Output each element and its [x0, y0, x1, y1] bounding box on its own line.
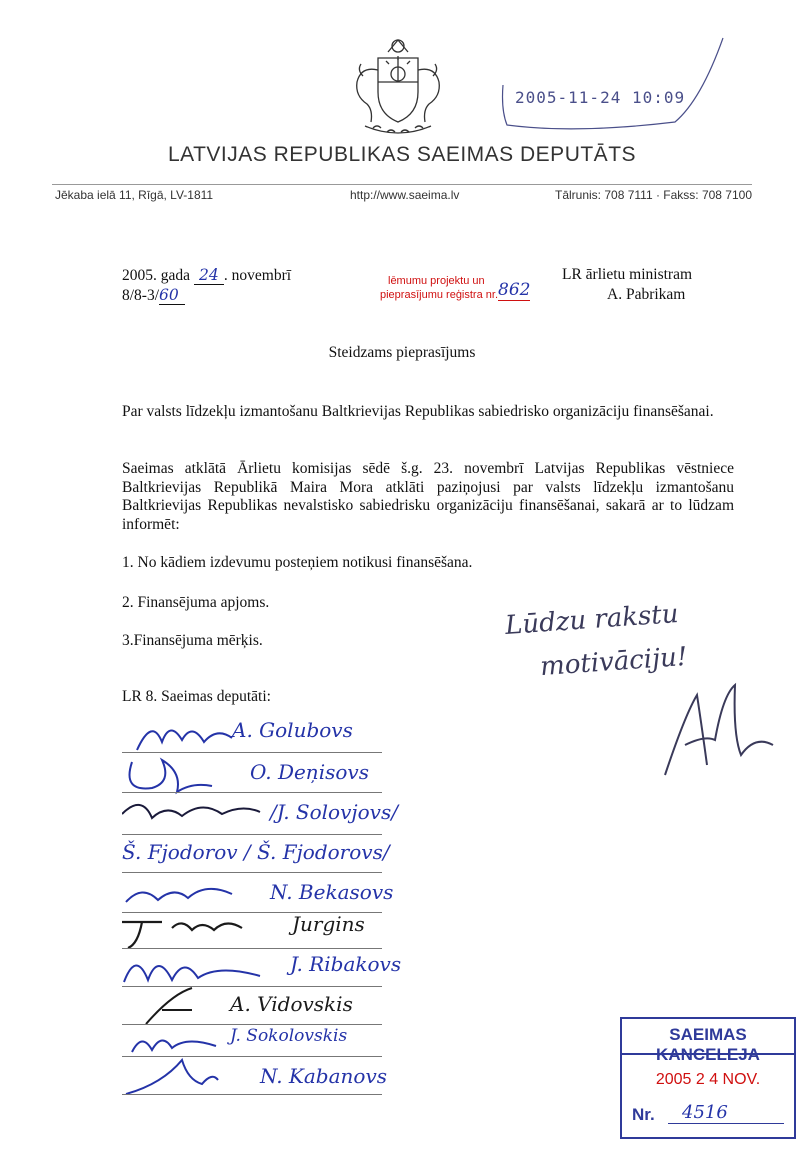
signature-name: Š. Fjodorov / Š. Fjodorovs/: [122, 840, 390, 864]
date-prefix: 2005. gada: [122, 267, 191, 284]
handwritten-signature-icon: [122, 1054, 232, 1098]
kanceleja-nr-label: Nr.: [632, 1105, 655, 1124]
saeimas-kanceleja-stamp: [620, 1017, 796, 1139]
registry-line1: lēmumu projektu un: [388, 275, 485, 287]
letterhead-title: LATVIJAS REPUBLIKAS SAEIMAS DEPUTĀTS: [167, 143, 637, 166]
signature-row: [122, 752, 492, 796]
handwritten-signature-icon: [122, 752, 232, 796]
signature-name: Jurgins: [292, 912, 365, 936]
kanceleja-divider: [622, 1053, 794, 1055]
signature-row: [122, 712, 492, 756]
kanceleja-date: 2005 2 4 NOV.: [655, 1071, 761, 1088]
kanceleja-nr-line: [668, 1123, 784, 1124]
document-date: [122, 266, 291, 285]
letter-paragraph-1: Par valsts līdzekļu izmantošanu Baltkrievijas Republikas sabiedrisko organizāciju finansēšanai.: [122, 403, 714, 420]
recipient-name: A. Pabrikam: [607, 286, 686, 303]
document-reference: [122, 286, 185, 305]
date-day-handwritten: 24: [194, 266, 224, 285]
date-suffix: . novembrī: [223, 267, 292, 284]
coat-of-arms-icon: [343, 30, 453, 140]
deputies-label: LR 8. Saeimas deputāti:: [122, 688, 271, 705]
handwritten-margin-note: [495, 595, 795, 785]
signature-name: O. Deņisovs: [250, 760, 369, 784]
letterhead-address: Jēkaba ielā 11, Rīgā, LV-1811: [55, 188, 214, 202]
letter-paragraph-2: Saeimas atklātā Ārlietu komisijas sēdē š.g. 23. novembrī Latvijas Republikas vēstniece Baltkrievijas Republikā Maira Mora atklāti paziņojusi par valsts līdzekļu izmantošanu Baltkrievijas Republikas nevalstisko sabiedrisku organizāciju finansēšanai, sakarā ar to lūdzam informēt:: [122, 460, 734, 533]
request-item-2: 2. Finansējuma apjoms.: [122, 594, 270, 611]
signature-name: A. Vidovskis: [230, 992, 353, 1016]
request-item-1: 1. No kādiem izdevumu posteņiem notikusi finansēšana.: [122, 554, 473, 571]
registry-line2: pieprasījumu reģistra nr.: [380, 289, 498, 301]
request-item-3: 3.Finansējuma mērķis.: [122, 632, 263, 649]
margin-note-line1: Lūdzu rakstu: [504, 598, 680, 642]
reference-handwritten: 60: [159, 286, 185, 305]
reference-prefix: 8/8-3/: [122, 287, 160, 304]
recipient-title: LR ārlietu ministram: [562, 266, 693, 283]
signature-name: /J. Solovjovs/: [270, 800, 398, 824]
signature-name: J. Sokolovskis: [230, 1026, 348, 1046]
signature-name: N. Bekasovs: [270, 880, 394, 904]
handwritten-signature-icon: [122, 794, 262, 838]
margin-signature-icon: [645, 655, 785, 785]
kanceleja-title: SAEIMAS KANCELEJA: [656, 1025, 760, 1064]
letterhead-website: http://www.saeima.lv: [350, 188, 460, 202]
signature-row: [122, 794, 492, 838]
letterhead-phones: Tālrunis: 708 7111 · Fakss: 708 7100: [555, 188, 753, 202]
signature-line: [122, 792, 382, 793]
received-timestamp-stamp: [495, 30, 735, 140]
margin-note-line2: motivāciju!: [539, 641, 689, 683]
registry-number: 862: [498, 280, 531, 300]
signature-row: [122, 1054, 492, 1098]
stamp-outline-icon: [495, 30, 735, 140]
signature-name: A. Golubovs: [232, 718, 353, 742]
received-timestamp: 2005-11-24 10:09: [515, 88, 686, 107]
letter-subject: Steidzams pieprasījums: [328, 344, 476, 361]
kanceleja-nr-value: 4516: [682, 1102, 728, 1123]
signature-name: N. Kabanovs: [260, 1064, 388, 1088]
signature-line: [122, 1094, 382, 1095]
signature-name: J. Ribakovs: [290, 952, 402, 976]
registry-stamp: [378, 272, 578, 312]
handwritten-signature-icon: [132, 712, 242, 756]
letterhead-divider: [52, 184, 752, 185]
